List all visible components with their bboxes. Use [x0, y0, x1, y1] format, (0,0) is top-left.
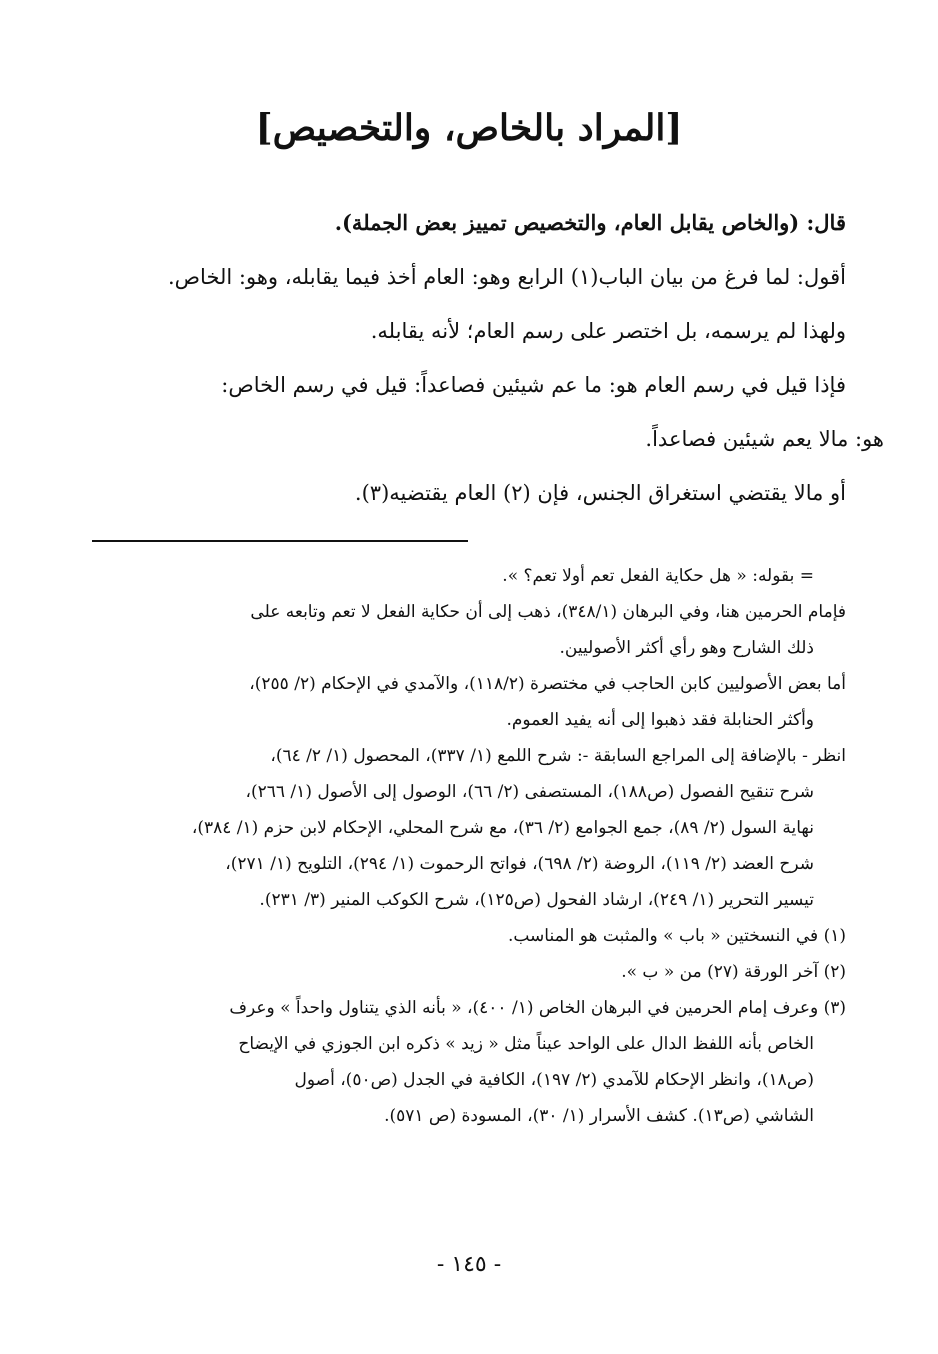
footnote-2: (٢) آخر الورقة (٢٧) من « ب ». [621, 962, 846, 982]
footnote-line: نهاية السول (٢/ ٨٩)، جمع الجوامع (٢/ ٣٦)، مع شرح المحلي، الإحكام لابن حزم (١/ ٣٨٤)، [191, 818, 814, 838]
footnote-line: شرح تنقيح الفصول (ص١٨٨)، المستصفى (٢/ ٦٦)، الوصول إلى الأصول (١/ ٢٦٦)، [245, 782, 814, 802]
footnote-line: أما بعض الأصوليين كابن الحاجب في مختصرة (١١٨/٢)، والآمدي في الإحكام (٢/ ٢٥٥)، [249, 674, 846, 694]
footnote-3: (٣) وعرف إمام الحرمين في البرهان الخاص (١/ ٤٠٠)، « بأنه الذي يتناول واحداً » وعرف [229, 998, 846, 1018]
main-line: هو: مالا يعم شيئين فصاعداً. [645, 427, 884, 451]
main-line: فإذا قيل في رسم العام هو: ما عم شيئين فصاعداً: قيل في رسم الخاص: [221, 373, 846, 397]
footnote-line: وأكثر الحنابلة فقد ذهبوا إلى أنه يفيد العموم. [506, 710, 814, 730]
footnotes [86, 558, 846, 1134]
footnote-line: الشاشي (ص١٣). كشف الأسرار (١/ ٣٠)، المسودة (ص ٥٧١). [384, 1106, 814, 1126]
footnote-1: (١) في النسختين « باب » والمثبت هو المناسب. [507, 926, 846, 946]
main-text [86, 196, 884, 520]
footnote-line: تيسير التحرير (١/ ٢٤٩)، ارشاد الفحول (ص١٢٥)، شرح الكوكب المنير (٣/ ٢٣١). [259, 890, 814, 910]
footnote-line: ذلك الشارح وهو رأي أكثر الأصوليين. [559, 638, 814, 658]
footnote-divider [92, 540, 468, 542]
main-line: أو مالا يقتضي استغراق الجنس، فإن (٢) العام يقتضيه(٣). [354, 481, 846, 505]
main-line: ولهذا لم يرسمه، بل اختصر على رسم العام؛ لأنه يقابله. [370, 319, 846, 343]
main-line: أقول: لما فرغ من بيان الباب(١) الرابع وهو: العام أخذ فيما يقابله، وهو: الخاص. [167, 265, 846, 289]
footnote-line: الخاص بأنه اللفظ الدال على الواحد عيناً مثل « زيد » ذكره ابن الجوزي في الإيضاح [238, 1034, 814, 1054]
footnote-line: (ص١٨)، وانظر الإحكام للآمدي (٢/ ١٩٧)، الكافية في الجدل (ص٥٠)، أصول [294, 1070, 814, 1090]
footnote-line: انظر - بالإضافة إلى المراجع السابقة -: شرح اللمع (١/ ٣٣٧)، المحصول (١/ ٢/ ٦٤)، [270, 746, 846, 766]
footnote-line: = بقوله: « هل حكاية الفعل تعم أولا تعم؟ ». [502, 566, 814, 586]
footnote-line: فإمام الحرمين هنا، وفي البرهان (٣٤٨/١)، ذهب إلى أن حكاية الفعل لا تعم وتابعه على [250, 602, 846, 622]
main-line-quote: قال: (والخاص يقابل العام، والتخصيص تمييز بعض الجملة). [334, 210, 846, 235]
section-heading: [المراد بالخاص، والتخصيص] [255, 107, 683, 149]
page-number: - ١٤٥ - [436, 1252, 502, 1277]
footnote-line: شرح العضد (٢/ ١١٩)، الروضة (٢/ ٦٩٨)، فواتح الرحموت (١/ ٢٩٤)، التلويح (١/ ٢٧١)، [225, 854, 814, 874]
